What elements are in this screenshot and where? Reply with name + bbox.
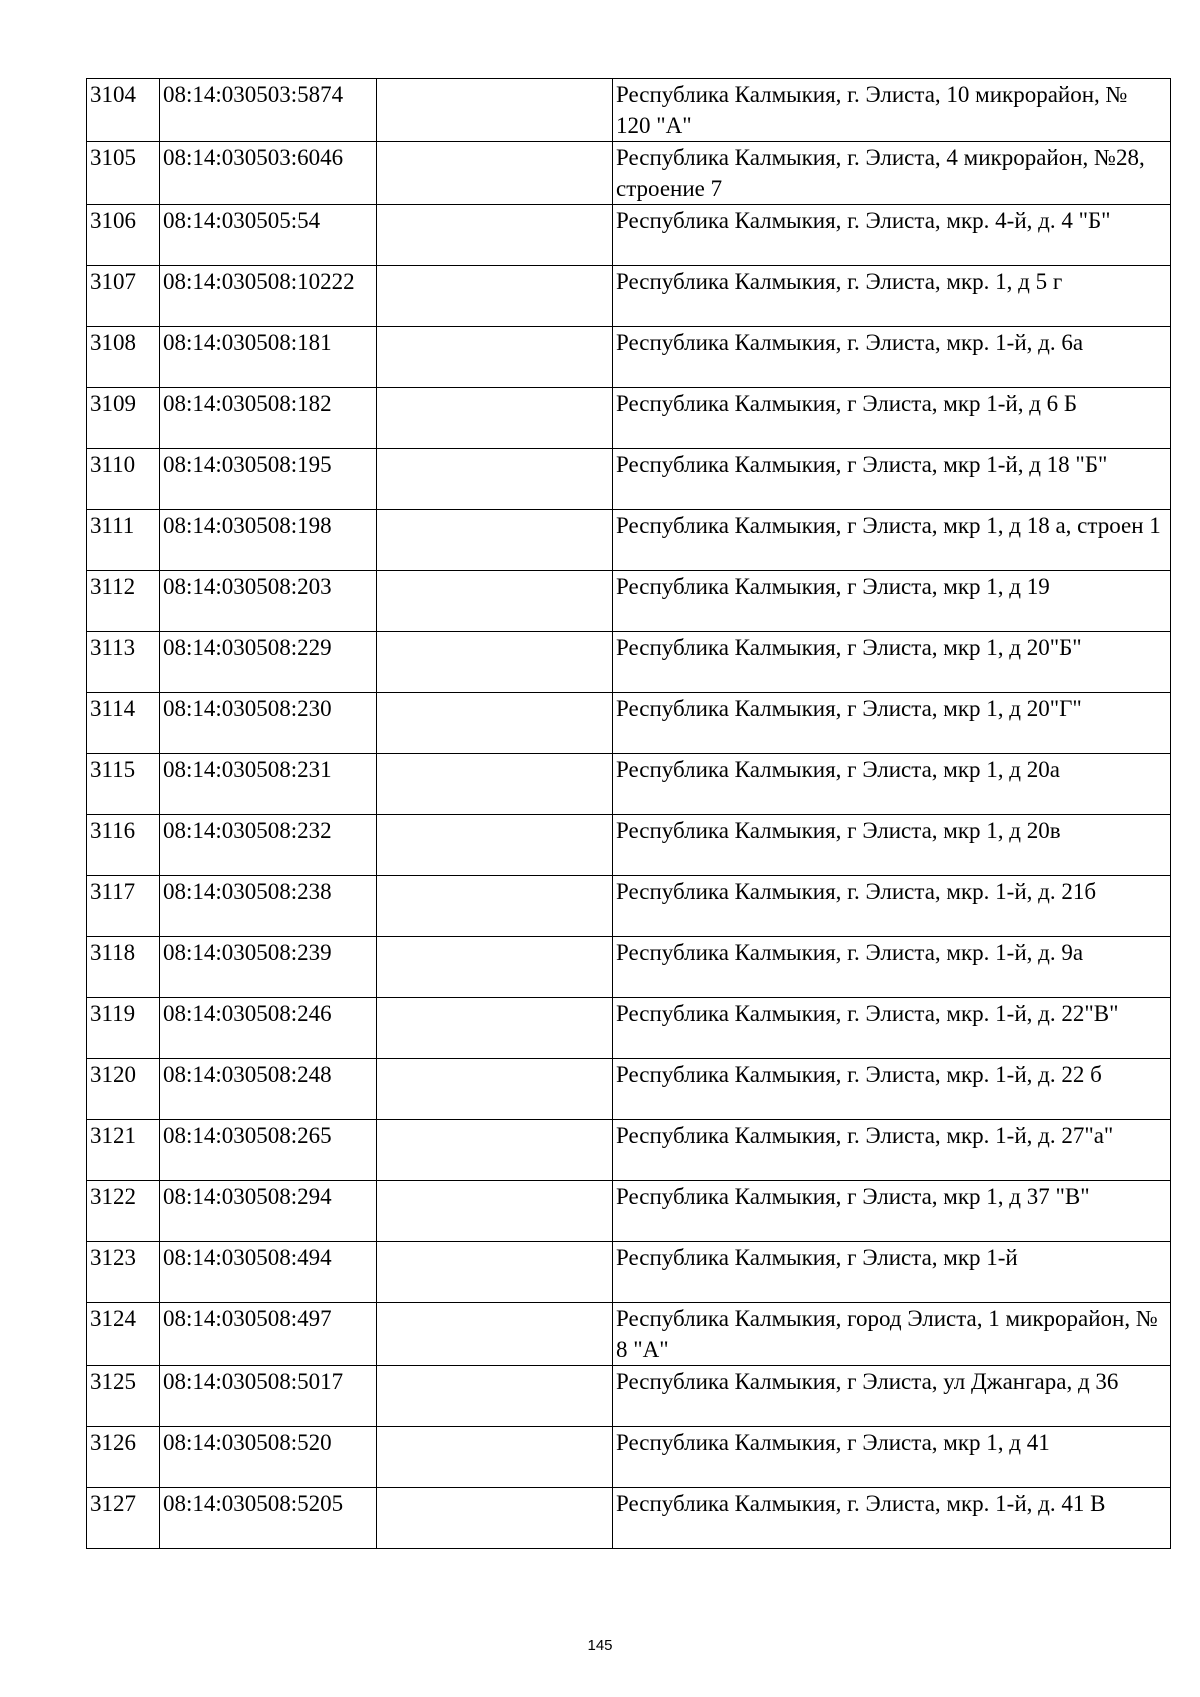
row-number-cell: 3105 [87, 142, 160, 205]
empty-cell [377, 815, 613, 876]
cadastral-number-cell: 08:14:030508:497 [160, 1303, 377, 1366]
address-cell: Республика Калмыкия, г Элиста, мкр 1, д 19 [613, 571, 1171, 632]
table-row [87, 449, 1171, 510]
table-row [87, 1242, 1171, 1303]
row-number-cell: 3104 [87, 79, 160, 142]
cadastral-number-cell: 08:14:030508:294 [160, 1181, 377, 1242]
row-number-cell: 3124 [87, 1303, 160, 1366]
row-number-cell: 3121 [87, 1120, 160, 1181]
cadastral-number-cell: 08:14:030508:195 [160, 449, 377, 510]
row-number-cell: 3120 [87, 1059, 160, 1120]
cadastral-number-cell: 08:14:030508:230 [160, 693, 377, 754]
empty-cell [377, 632, 613, 693]
row-number-cell: 3126 [87, 1427, 160, 1488]
address-cell: Республика Калмыкия, город Элиста, 1 микрорайон, № 8 "А" [613, 1303, 1171, 1366]
empty-cell [377, 693, 613, 754]
table-row [87, 693, 1171, 754]
address-cell: Республика Калмыкия, г. Элиста, мкр. 1-й, д. 41 В [613, 1488, 1171, 1549]
cadastral-number-cell: 08:14:030508:248 [160, 1059, 377, 1120]
empty-cell [377, 1120, 613, 1181]
page-number: 145 [587, 1637, 613, 1654]
table-row [87, 876, 1171, 937]
table-row [87, 205, 1171, 266]
empty-cell [377, 79, 613, 142]
cadastral-number-cell: 08:14:030508:239 [160, 937, 377, 998]
empty-cell [377, 876, 613, 937]
cadastral-number-cell: 08:14:030508:246 [160, 998, 377, 1059]
table-body [87, 79, 1171, 1549]
cadastral-number-cell: 08:14:030508:520 [160, 1427, 377, 1488]
address-cell: Республика Калмыкия, г Элиста, мкр 1, д 18 а, строен 1 [613, 510, 1171, 571]
address-cell: Республика Калмыкия, г. Элиста, мкр. 1-й, д. 22 б [613, 1059, 1171, 1120]
table-row [87, 571, 1171, 632]
address-cell: Республика Калмыкия, г. Элиста, мкр. 1-й, д. 9а [613, 937, 1171, 998]
address-cell: Республика Калмыкия, г Элиста, мкр 1-й [613, 1242, 1171, 1303]
cadastral-number-cell: 08:14:030508:5205 [160, 1488, 377, 1549]
row-number-cell: 3106 [87, 205, 160, 266]
cadastral-number-cell: 08:14:030508:231 [160, 754, 377, 815]
table-row [87, 1427, 1171, 1488]
row-number-cell: 3113 [87, 632, 160, 693]
empty-cell [377, 1427, 613, 1488]
table-row [87, 510, 1171, 571]
empty-cell [377, 266, 613, 327]
row-number-cell: 3111 [87, 510, 160, 571]
row-number-cell: 3118 [87, 937, 160, 998]
property-table [86, 78, 1171, 1549]
empty-cell [377, 205, 613, 266]
empty-cell [377, 754, 613, 815]
table-row [87, 1059, 1171, 1120]
table-row [87, 1120, 1171, 1181]
table-row [87, 632, 1171, 693]
empty-cell [377, 142, 613, 205]
row-number-cell: 3125 [87, 1366, 160, 1427]
address-cell: Республика Калмыкия, г Элиста, ул Джангара, д 36 [613, 1366, 1171, 1427]
row-number-cell: 3122 [87, 1181, 160, 1242]
table-row [87, 79, 1171, 142]
empty-cell [377, 1303, 613, 1366]
address-cell: Республика Калмыкия, г Элиста, мкр 1, д 37 "В" [613, 1181, 1171, 1242]
empty-cell [377, 388, 613, 449]
address-cell: Республика Калмыкия, г. Элиста, мкр. 1, д 5 г [613, 266, 1171, 327]
address-cell: Республика Калмыкия, г. Элиста, 4 микрорайон, №28, строение 7 [613, 142, 1171, 205]
table-row [87, 815, 1171, 876]
address-cell: Республика Калмыкия, г Элиста, мкр 1, д 20в [613, 815, 1171, 876]
address-cell: Республика Калмыкия, г. Элиста, 10 микрорайон, № 120 "А" [613, 79, 1171, 142]
empty-cell [377, 449, 613, 510]
cadastral-number-cell: 08:14:030508:238 [160, 876, 377, 937]
address-cell: Республика Калмыкия, г Элиста, мкр 1, д 20а [613, 754, 1171, 815]
cadastral-number-cell: 08:14:030508:5017 [160, 1366, 377, 1427]
table-row [87, 754, 1171, 815]
row-number-cell: 3127 [87, 1488, 160, 1549]
table-row [87, 327, 1171, 388]
row-number-cell: 3117 [87, 876, 160, 937]
cadastral-number-cell: 08:14:030508:182 [160, 388, 377, 449]
row-number-cell: 3123 [87, 1242, 160, 1303]
table-row [87, 1303, 1171, 1366]
cadastral-number-cell: 08:14:030508:198 [160, 510, 377, 571]
empty-cell [377, 1059, 613, 1120]
table-row [87, 937, 1171, 998]
empty-cell [377, 1366, 613, 1427]
row-number-cell: 3109 [87, 388, 160, 449]
empty-cell [377, 1242, 613, 1303]
empty-cell [377, 998, 613, 1059]
row-number-cell: 3108 [87, 327, 160, 388]
cadastral-number-cell: 08:14:030508:494 [160, 1242, 377, 1303]
address-cell: Республика Калмыкия, г. Элиста, мкр. 1-й, д. 27"а" [613, 1120, 1171, 1181]
row-number-cell: 3116 [87, 815, 160, 876]
address-cell: Республика Калмыкия, г Элиста, мкр 1, д 20"Г" [613, 693, 1171, 754]
table-row [87, 998, 1171, 1059]
cadastral-number-cell: 08:14:030505:54 [160, 205, 377, 266]
table-row [87, 1181, 1171, 1242]
table-row [87, 1488, 1171, 1549]
empty-cell [377, 327, 613, 388]
table-row [87, 1366, 1171, 1427]
cadastral-number-cell: 08:14:030508:181 [160, 327, 377, 388]
row-number-cell: 3107 [87, 266, 160, 327]
cadastral-number-cell: 08:14:030503:5874 [160, 79, 377, 142]
address-cell: Республика Калмыкия, г. Элиста, мкр. 4-й, д. 4 "Б" [613, 205, 1171, 266]
row-number-cell: 3112 [87, 571, 160, 632]
empty-cell [377, 571, 613, 632]
cadastral-number-cell: 08:14:030508:232 [160, 815, 377, 876]
table-row [87, 388, 1171, 449]
table-row [87, 142, 1171, 205]
empty-cell [377, 937, 613, 998]
row-number-cell: 3114 [87, 693, 160, 754]
cadastral-number-cell: 08:14:030508:229 [160, 632, 377, 693]
cadastral-number-cell: 08:14:030508:203 [160, 571, 377, 632]
cadastral-number-cell: 08:14:030508:265 [160, 1120, 377, 1181]
empty-cell [377, 1181, 613, 1242]
row-number-cell: 3110 [87, 449, 160, 510]
address-cell: Республика Калмыкия, г Элиста, мкр 1, д 41 [613, 1427, 1171, 1488]
row-number-cell: 3115 [87, 754, 160, 815]
cadastral-number-cell: 08:14:030508:10222 [160, 266, 377, 327]
address-cell: Республика Калмыкия, г. Элиста, мкр. 1-й, д. 6а [613, 327, 1171, 388]
address-cell: Республика Калмыкия, г Элиста, мкр 1-й, д 18 "Б" [613, 449, 1171, 510]
table-row [87, 266, 1171, 327]
address-cell: Республика Калмыкия, г Элиста, мкр 1-й, д 6 Б [613, 388, 1171, 449]
address-cell: Республика Калмыкия, г. Элиста, мкр. 1-й, д. 21б [613, 876, 1171, 937]
address-cell: Республика Калмыкия, г Элиста, мкр 1, д 20"Б" [613, 632, 1171, 693]
empty-cell [377, 510, 613, 571]
row-number-cell: 3119 [87, 998, 160, 1059]
empty-cell [377, 1488, 613, 1549]
cadastral-number-cell: 08:14:030503:6046 [160, 142, 377, 205]
address-cell: Республика Калмыкия, г. Элиста, мкр. 1-й, д. 22"В" [613, 998, 1171, 1059]
